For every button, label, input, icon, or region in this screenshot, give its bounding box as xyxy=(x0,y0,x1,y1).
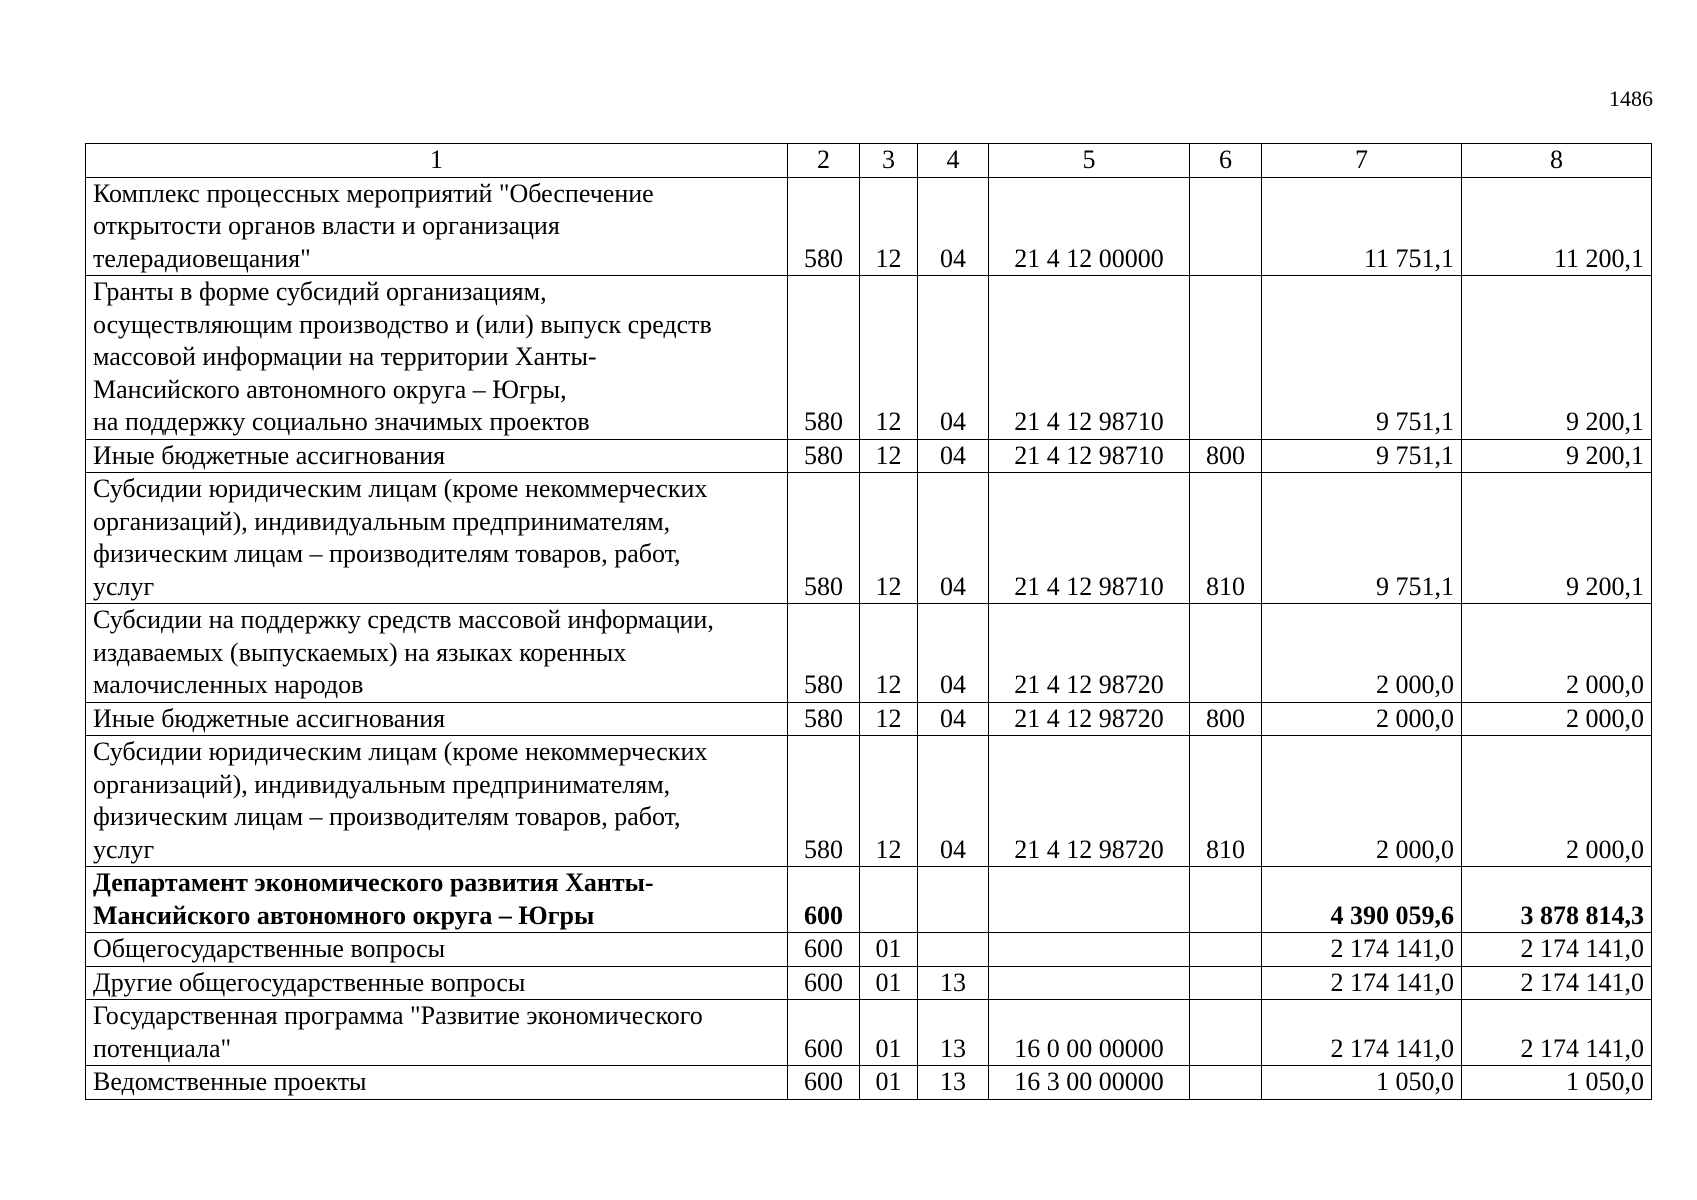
subsection-code-cell xyxy=(918,702,989,736)
target-article-cell xyxy=(989,177,1190,276)
amount-col7-cell xyxy=(1262,867,1462,933)
amount-col8-cell-text: 9 200,1 xyxy=(1566,440,1644,470)
subsection-code-cell xyxy=(918,177,989,276)
section-code-cell xyxy=(860,1000,918,1066)
header-cell: 1 xyxy=(86,144,788,178)
table-row xyxy=(86,1066,1652,1100)
subsection-code-cell xyxy=(918,1066,989,1100)
amount-col8-cell xyxy=(1462,177,1652,276)
subsection-code-cell-text: 04 xyxy=(940,243,966,273)
admin-code-cell-text: 580 xyxy=(804,703,843,733)
admin-code-cell xyxy=(788,702,860,736)
expense-type-cell xyxy=(1190,1066,1262,1100)
table-row xyxy=(86,439,1652,473)
amount-col7-cell-text: 9 751,1 xyxy=(1376,440,1454,470)
admin-code-cell-text: 600 xyxy=(804,967,843,997)
header-cell: 4 xyxy=(918,144,989,178)
amount-col8-cell xyxy=(1462,867,1652,933)
header-cell: 2 xyxy=(788,144,860,178)
item-name-cell-text: Иные бюджетные ассигнования xyxy=(93,440,446,470)
header-cell: 7 xyxy=(1262,144,1462,178)
section-code-cell xyxy=(860,604,918,703)
expense-type-cell xyxy=(1190,736,1262,867)
amount-col7-cell xyxy=(1262,177,1462,276)
header-cell: 8 xyxy=(1462,144,1652,178)
item-name-cell-text: Субсидии юридическим лицам (кроме некоммерческих организаций), индивидуальным предпринимателям, физическим лицам – производителям товаров, работ, услуг xyxy=(93,737,708,864)
subsection-code-cell xyxy=(918,439,989,473)
target-article-cell xyxy=(989,867,1190,933)
subsection-code-cell-text: 04 xyxy=(940,670,966,699)
amount-col7-cell xyxy=(1262,473,1462,604)
budget-table xyxy=(85,143,1652,1100)
target-article-cell xyxy=(989,473,1190,604)
amount-col8-cell-text: 2 000,0 xyxy=(1566,670,1644,699)
subsection-code-cell xyxy=(918,473,989,604)
header-cell: 6 xyxy=(1190,144,1262,178)
table-row xyxy=(86,604,1652,703)
target-article-cell-text: 21 4 12 98710 xyxy=(1014,440,1164,470)
amount-col7-cell-text: 11 751,1 xyxy=(1363,243,1454,273)
target-article-cell xyxy=(989,1000,1190,1066)
subsection-code-cell xyxy=(918,966,989,1000)
amount-col8-cell-text: 2 000,0 xyxy=(1566,834,1644,864)
item-name-cell-text: Гранты в форме субсидий организациям, осуществляющим производство и (или) выпуск средств массовой информации на территории Ханты- Мансийского автономного округа – Югры, на поддержку социально значимых проектов xyxy=(93,277,712,436)
target-article-cell xyxy=(989,604,1190,703)
amount-col8-cell-text: 9 200,1 xyxy=(1566,407,1644,436)
section-code-cell-text: 12 xyxy=(875,834,902,864)
amount-col7-cell-text: 2 174 141,0 xyxy=(1330,967,1454,997)
expense-type-cell xyxy=(1190,439,1262,473)
amount-col7-cell-text: 4 390 059,6 xyxy=(1330,900,1454,930)
target-article-cell xyxy=(989,966,1190,1000)
admin-code-cell xyxy=(788,966,860,1000)
item-name-cell xyxy=(86,439,788,473)
amount-col8-cell-text: 3 878 814,3 xyxy=(1520,900,1644,930)
section-code-cell-text: 01 xyxy=(875,967,902,997)
target-article-cell xyxy=(989,1066,1190,1100)
target-article-cell-text: 21 4 12 98720 xyxy=(1014,670,1164,699)
expense-type-cell-text: 800 xyxy=(1206,440,1245,470)
item-name-cell xyxy=(86,276,788,440)
amount-col7-cell xyxy=(1262,1066,1462,1100)
amount-col7-cell xyxy=(1262,439,1462,473)
item-name-cell xyxy=(86,867,788,933)
section-code-cell-text: 12 xyxy=(875,407,902,436)
subsection-code-cell-text: 04 xyxy=(940,407,966,436)
subsection-code-cell-text: 04 xyxy=(940,440,966,470)
amount-col7-cell-text: 2 174 141,0 xyxy=(1330,1033,1454,1063)
admin-code-cell xyxy=(788,736,860,867)
target-article-cell-text: 21 4 12 00000 xyxy=(1014,243,1164,273)
amount-col8-cell xyxy=(1462,439,1652,473)
admin-code-cell xyxy=(788,1000,860,1066)
expense-type-cell-text: 800 xyxy=(1206,703,1245,733)
amount-col7-cell xyxy=(1262,276,1462,440)
item-name-cell-text: Комплекс процессных мероприятий "Обеспечение открытости органов власти и организация телерадиовещания" xyxy=(93,178,654,273)
section-code-cell xyxy=(860,439,918,473)
amount-col8-cell-text: 9 200,1 xyxy=(1566,571,1644,601)
admin-code-cell-text: 580 xyxy=(804,670,843,699)
amount-col7-cell-text: 2 000,0 xyxy=(1376,670,1454,699)
section-code-cell-text: 12 xyxy=(875,440,902,470)
table-row xyxy=(86,867,1652,933)
amount-col7-cell xyxy=(1262,933,1462,967)
section-code-cell xyxy=(860,473,918,604)
expense-type-cell xyxy=(1190,1000,1262,1066)
expense-type-cell xyxy=(1190,276,1262,440)
target-article-cell-text: 21 4 12 98720 xyxy=(1014,703,1164,733)
subsection-code-cell xyxy=(918,1000,989,1066)
amount-col8-cell xyxy=(1462,473,1652,604)
admin-code-cell-text: 600 xyxy=(804,900,843,930)
item-name-cell xyxy=(86,604,788,703)
target-article-cell xyxy=(989,276,1190,440)
section-code-cell xyxy=(860,867,918,933)
item-name-cell-text: Ведомственные проекты xyxy=(93,1067,367,1096)
table-row xyxy=(86,473,1652,604)
header-cell: 5 xyxy=(989,144,1190,178)
amount-col8-cell xyxy=(1462,276,1652,440)
admin-code-cell xyxy=(788,867,860,933)
admin-code-cell-text: 580 xyxy=(804,571,843,601)
admin-code-cell-text: 580 xyxy=(804,407,843,436)
expense-type-cell xyxy=(1190,867,1262,933)
target-article-cell-text: 16 3 00 00000 xyxy=(1014,1067,1164,1096)
table-row xyxy=(86,933,1652,967)
item-name-cell xyxy=(86,966,788,1000)
table-row xyxy=(86,702,1652,736)
expense-type-cell-text: 810 xyxy=(1206,571,1245,601)
item-name-cell xyxy=(86,473,788,604)
amount-col8-cell-text: 1 050,0 xyxy=(1566,1067,1644,1096)
subsection-code-cell xyxy=(918,276,989,440)
admin-code-cell xyxy=(788,439,860,473)
expense-type-cell xyxy=(1190,702,1262,736)
section-code-cell-text: 12 xyxy=(875,571,902,601)
admin-code-cell xyxy=(788,604,860,703)
section-code-cell xyxy=(860,276,918,440)
admin-code-cell-text: 580 xyxy=(804,834,843,864)
subsection-code-cell xyxy=(918,736,989,867)
amount-col8-cell-text: 2 174 141,0 xyxy=(1520,934,1644,963)
item-name-cell xyxy=(86,177,788,276)
admin-code-cell-text: 580 xyxy=(804,243,843,273)
table-row xyxy=(86,276,1652,440)
amount-col7-cell xyxy=(1262,702,1462,736)
amount-col8-cell-text: 2 000,0 xyxy=(1566,703,1644,733)
amount-col8-cell xyxy=(1462,736,1652,867)
item-name-cell-text: Общегосударственные вопросы xyxy=(93,934,446,963)
amount-col8-cell-text: 2 174 141,0 xyxy=(1520,967,1644,997)
amount-col7-cell-text: 1 050,0 xyxy=(1376,1067,1454,1096)
item-name-cell xyxy=(86,736,788,867)
expense-type-cell xyxy=(1190,933,1262,967)
expense-type-cell xyxy=(1190,604,1262,703)
item-name-cell-text: Субсидии на поддержку средств массовой информации, издаваемых (выпускаемых) на языках коренных малочисленных народов xyxy=(93,605,714,699)
admin-code-cell xyxy=(788,1066,860,1100)
subsection-code-cell-text: 13 xyxy=(940,967,966,997)
amount-col7-cell-text: 2 000,0 xyxy=(1376,703,1454,733)
subsection-code-cell-text: 13 xyxy=(940,1067,966,1096)
target-article-cell xyxy=(989,439,1190,473)
item-name-cell xyxy=(86,933,788,967)
admin-code-cell-text: 600 xyxy=(804,1033,843,1063)
subsection-code-cell xyxy=(918,867,989,933)
item-name-cell xyxy=(86,702,788,736)
table-row xyxy=(86,966,1652,1000)
table-row xyxy=(86,1000,1652,1066)
amount-col7-cell-text: 9 751,1 xyxy=(1376,571,1454,601)
amount-col8-cell xyxy=(1462,702,1652,736)
target-article-cell-text: 21 4 12 98710 xyxy=(1014,571,1164,601)
section-code-cell-text: 01 xyxy=(875,1067,902,1096)
admin-code-cell-text: 600 xyxy=(804,934,843,963)
item-name-cell-text: Другие общегосударственные вопросы xyxy=(93,967,526,997)
section-code-cell-text: 01 xyxy=(875,934,902,963)
admin-code-cell xyxy=(788,276,860,440)
section-code-cell xyxy=(860,702,918,736)
page-number: 1486 xyxy=(1609,86,1653,111)
section-code-cell-text: 12 xyxy=(875,243,902,273)
section-code-cell xyxy=(860,736,918,867)
amount-col7-cell xyxy=(1262,966,1462,1000)
header-cell: 3 xyxy=(860,144,918,178)
item-name-cell-text: Департамент экономического развития Ханты- Мансийского автономного округа – Югры xyxy=(93,868,654,930)
table-row xyxy=(86,736,1652,867)
amount-col8-cell-text: 11 200,1 xyxy=(1553,243,1644,273)
amount-col7-cell-text: 2 000,0 xyxy=(1376,834,1454,864)
item-name-cell xyxy=(86,1000,788,1066)
amount-col7-cell xyxy=(1262,1000,1462,1066)
amount-col7-cell-text: 9 751,1 xyxy=(1376,407,1454,436)
subsection-code-cell-text: 13 xyxy=(940,1033,966,1063)
section-code-cell xyxy=(860,177,918,276)
item-name-cell xyxy=(86,1066,788,1100)
amount-col8-cell xyxy=(1462,1000,1652,1066)
target-article-cell-text: 21 4 12 98720 xyxy=(1014,834,1164,864)
target-article-cell xyxy=(989,702,1190,736)
admin-code-cell-text: 580 xyxy=(804,440,843,470)
section-code-cell-text: 12 xyxy=(875,703,902,733)
table-row xyxy=(86,177,1652,276)
admin-code-cell xyxy=(788,933,860,967)
amount-col7-cell xyxy=(1262,736,1462,867)
subsection-code-cell-text: 04 xyxy=(940,703,966,733)
amount-col8-cell xyxy=(1462,604,1652,703)
item-name-cell-text: Государственная программа "Развитие экономического потенциала" xyxy=(93,1001,703,1063)
amount-col8-cell xyxy=(1462,1066,1652,1100)
section-code-cell xyxy=(860,933,918,967)
target-article-cell-text: 21 4 12 98710 xyxy=(1014,407,1164,436)
amount-col7-cell xyxy=(1262,604,1462,703)
section-code-cell xyxy=(860,966,918,1000)
subsection-code-cell xyxy=(918,933,989,967)
admin-code-cell xyxy=(788,473,860,604)
amount-col8-cell-text: 2 174 141,0 xyxy=(1520,1033,1644,1063)
expense-type-cell-text: 810 xyxy=(1206,834,1245,864)
target-article-cell xyxy=(989,933,1190,967)
expense-type-cell xyxy=(1190,177,1262,276)
section-code-cell xyxy=(860,1066,918,1100)
subsection-code-cell-text: 04 xyxy=(940,834,966,864)
amount-col8-cell xyxy=(1462,933,1652,967)
target-article-cell-text: 16 0 00 00000 xyxy=(1014,1033,1164,1063)
admin-code-cell-text: 600 xyxy=(804,1067,843,1096)
admin-code-cell xyxy=(788,177,860,276)
header-row xyxy=(86,144,1652,178)
amount-col7-cell-text: 2 174 141,0 xyxy=(1330,934,1454,963)
amount-col8-cell xyxy=(1462,966,1652,1000)
subsection-code-cell-text: 04 xyxy=(940,571,966,601)
item-name-cell-text: Иные бюджетные ассигнования xyxy=(93,703,446,733)
subsection-code-cell xyxy=(918,604,989,703)
target-article-cell xyxy=(989,736,1190,867)
item-name-cell-text: Субсидии юридическим лицам (кроме некоммерческих организаций), индивидуальным предпринимателям, физическим лицам – производителям товаров, работ, услуг xyxy=(93,474,708,601)
section-code-cell-text: 12 xyxy=(875,670,902,699)
expense-type-cell xyxy=(1190,473,1262,604)
section-code-cell-text: 01 xyxy=(875,1033,902,1063)
expense-type-cell xyxy=(1190,966,1262,1000)
